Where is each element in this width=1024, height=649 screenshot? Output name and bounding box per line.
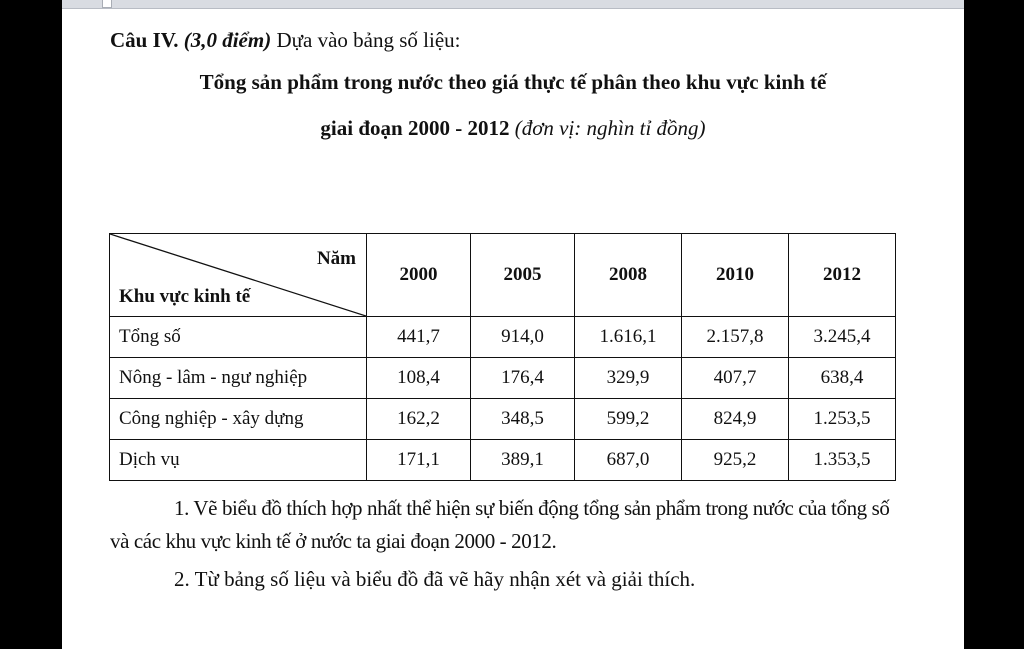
header-sector-label: Khu vực kinh tế [119,286,251,307]
table-cell: 599,2 [575,399,682,440]
table-row [110,440,896,481]
table-cell: 108,4 [367,358,471,399]
table-cell: 1.353,5 [789,440,896,481]
table-row [110,399,896,440]
table-title: Tổng sản phẩm trong nước theo giá thực tế phân theo khu vực kinh tế [199,70,827,94]
table-cell: 1.616,1 [575,317,682,358]
table-cell: 176,4 [471,358,575,399]
table-cell: 3.245,4 [789,317,896,358]
ruler [62,0,964,9]
task-1: 1. Vẽ biểu đồ thích hợp nhất thể hiện sự biến động tổng sản phẩm trong nước của tổng số và các khu vực kinh tế ở nước ta giai đoạn 2000 - 2012. [110,496,890,553]
year-header: 2010 [682,234,789,317]
table-row [110,358,896,399]
row-label: Nông - lâm - ngư nghiệp [110,358,367,399]
row-label: Công nghiệp - xây dựng [110,399,367,440]
row-label: Tổng số [110,317,367,358]
table-header-row [110,234,896,317]
task-2: 2. Từ bảng số liệu và biểu đồ đã vẽ hãy nhận xét và giải thích. [174,567,696,591]
table-cell: 389,1 [471,440,575,481]
table-row [110,317,896,358]
question-intro: Dựa vào bảng số liệu: [276,28,461,52]
row-label: Dịch vụ [110,440,367,481]
table-cell: 1.253,5 [789,399,896,440]
table-cell: 329,9 [575,358,682,399]
document-page [62,0,964,649]
question-heading [110,28,460,53]
table-cell: 925,2 [682,440,789,481]
table-cell: 441,7 [367,317,471,358]
table-subtitle [62,116,964,141]
table-cell: 348,5 [471,399,575,440]
header-year-label: Năm [316,248,356,269]
year-header: 2012 [789,234,896,317]
table-period: giai đoạn 2000 - 2012 [320,116,510,140]
table-cell: 914,0 [471,317,575,358]
table-cell: 171,1 [367,440,471,481]
table-cell: 162,2 [367,399,471,440]
year-header: 2000 [367,234,471,317]
ruler-indent-marker[interactable] [102,0,112,8]
question-points: (3,0 điểm) [183,28,272,52]
data-table [109,233,896,481]
table-cell: 2.157,8 [682,317,789,358]
year-header: 2008 [575,234,682,317]
table-corner-cell [110,234,367,317]
table-cell: 407,7 [682,358,789,399]
table-cell: 824,9 [682,399,789,440]
year-header: 2005 [471,234,575,317]
table-cell: 638,4 [789,358,896,399]
question-label: Câu IV. [110,28,179,52]
table-cell: 687,0 [575,440,682,481]
table-unit: (đơn vị: nghìn tỉ đồng) [514,116,706,140]
